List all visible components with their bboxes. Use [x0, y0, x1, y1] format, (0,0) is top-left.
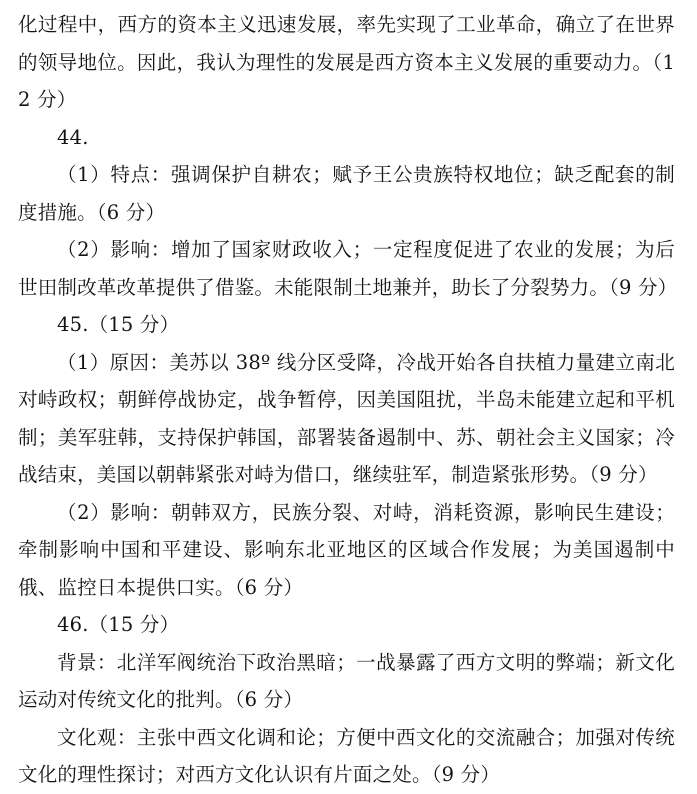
paragraph-continued-intro: 化过程中，西方的资本主义迅速发展，率先实现了工业革命，确立了在世界的领导地位。因此，我认为理性的发展是西方资本主义发展的重要动力。（12 分） [18, 13, 675, 111]
paragraph-question-45-number: 45.（15 分） [57, 313, 180, 336]
paragraph-question-45-part-1: （1）原因：美苏以 38º 线分区受降，冷战开始各自扶植力量建立南北对峙政权；朝鲜停战协定，战争暂停，因美国阻扰，半岛未能建立起和平机制；美军驻韩，支持保护韩国，部署装备遏制中、苏、朝社会主义国家；冷战结束，美国以朝韩紧张对峙为借口，继续驻军，制造紧张形势。（9 分） [18, 350, 675, 486]
paragraph-question-44-part-2: （2）影响：增加了国家财政收入；一定程度促进了农业的发展；为后世田制改革改革提供了借鉴。未能限制土地兼并，助长了分裂势力。（9 分） [18, 238, 678, 299]
paragraph-question-44-part-1: （1）特点：强调保护自耕农；赋予王公贵族特权地位；缺乏配套的制度措施。（6 分） [18, 163, 675, 224]
paragraph-question-45-part-2: （2）影响：朝韩双方，民族分裂、对峙，消耗资源，影响民生建设；牵制影响中国和平建设、影响东北亚地区的区域合作发展；为美国遏制中俄、监控日本提供口实。（6 分） [18, 500, 675, 599]
paragraph-question-46-number: 46.（15 分） [57, 613, 180, 636]
paragraph-question-46-culture-view: 文化观：主张中西文化调和论；方便中西文化的交流融合；加强对传统文化的理性探讨；对西方文化认识有片面之处。（9 分） [18, 725, 675, 786]
paragraph-question-44-number: 44. [57, 125, 89, 149]
paragraph-question-46-background: 背景：北洋军阀统治下政治黑暗；一战暴露了西方文明的弊端；新文化运动对传统文化的批判。（6 分） [18, 650, 675, 711]
